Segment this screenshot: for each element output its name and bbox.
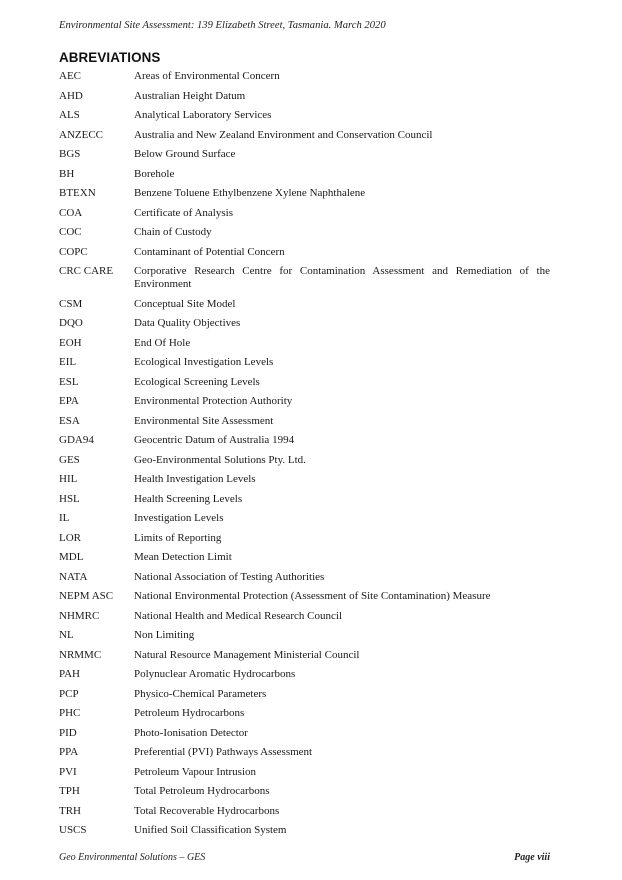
- page-footer: [59, 852, 550, 863]
- abbreviation-definition: Areas of Environmental Concern: [134, 70, 280, 82]
- abbreviation-row: [59, 509, 550, 528]
- abbreviation-row: [59, 685, 550, 704]
- abbreviation-row: [59, 490, 550, 509]
- abbreviation-code: DQO: [59, 317, 83, 329]
- abbreviation-code: CSM: [59, 297, 83, 310]
- abbreviation-code: HSL: [59, 492, 80, 505]
- abbreviation-row: [59, 392, 550, 411]
- abbreviation-definition: Photo-Ionisation Detector: [134, 726, 248, 739]
- abbreviation-code: ESA: [59, 414, 80, 427]
- abbreviation-code: AHD: [59, 89, 83, 102]
- abbreviation-code: PVI: [59, 765, 77, 778]
- abbreviation-list: [59, 67, 550, 841]
- abbreviation-row: [59, 607, 550, 626]
- abbreviation-row: [59, 470, 550, 489]
- abbreviation-definition: Contaminant of Potential Concern: [134, 245, 285, 258]
- abbreviation-code: ALS: [59, 109, 80, 121]
- abbreviation-definition: Total Petroleum Hydrocarbons: [134, 785, 270, 797]
- abbreviation-code: ESL: [59, 375, 79, 388]
- abbreviation-code: MDL: [59, 551, 84, 563]
- abbreviation-definition: Environmental Site Assessment: [134, 414, 274, 427]
- abbreviation-definition: Investigation Levels: [134, 512, 224, 524]
- abbreviation-code: TRH: [59, 804, 81, 817]
- abbreviation-code: EIL: [59, 356, 77, 368]
- abbreviation-row: [59, 262, 550, 294]
- abbreviation-definition: Natural Resource Management Ministerial Council: [134, 648, 360, 661]
- abbreviation-row: [59, 568, 550, 587]
- abbreviation-definition: Chain of Custody: [134, 226, 212, 238]
- abbreviation-row: [59, 295, 550, 314]
- page-header: Environmental Site Assessment: 139 Elizabeth Street, Tasmania. March 2020: [59, 20, 386, 31]
- abbreviation-code: PPA: [59, 746, 79, 758]
- abbreviation-row: [59, 353, 550, 372]
- abbreviation-row: [59, 243, 550, 262]
- abbreviation-code: NHMRC: [59, 609, 100, 622]
- abbreviation-definition: Analytical Laboratory Services: [134, 109, 272, 121]
- abbreviation-definition: Data Quality Objectives: [134, 317, 241, 329]
- footer-company: Geo Environmental Solutions – GES: [59, 852, 206, 863]
- abbreviation-row: [59, 431, 550, 450]
- abbreviation-code: GES: [59, 453, 80, 466]
- abbreviation-definition: Conceptual Site Model: [134, 297, 236, 310]
- abbreviation-code: NL: [59, 629, 74, 641]
- abbreviation-row: [59, 165, 550, 184]
- abbreviation-code: TPH: [59, 785, 80, 797]
- abbreviation-code: BGS: [59, 148, 81, 160]
- abbreviation-definition: Borehole: [134, 167, 175, 180]
- abbreviation-code: BH: [59, 167, 75, 180]
- abbreviation-definition: Environmental Protection Authority: [134, 395, 293, 407]
- abbreviation-row: [59, 665, 550, 684]
- abbreviation-row: [59, 314, 550, 333]
- abbreviation-definition: Corporative Research Centre for Contamination Assessment and Remediation of the Environment: [134, 265, 550, 290]
- page-number: Page viii: [514, 852, 550, 863]
- abbreviation-definition: Certificate of Analysis: [134, 206, 233, 219]
- abbreviation-code: EOH: [59, 336, 82, 349]
- abbreviation-code: COA: [59, 206, 83, 219]
- abbreviation-definition: Australia and New Zealand Environment and Conservation Council: [134, 128, 433, 141]
- abbreviation-code: EPA: [59, 395, 79, 407]
- abbreviation-definition: Unified Soil Classification System: [134, 824, 287, 836]
- abbreviation-row: [59, 587, 550, 606]
- abbreviation-code: USCS: [59, 824, 87, 836]
- abbreviation-definition: Petroleum Vapour Intrusion: [134, 765, 257, 778]
- abbreviation-definition: Total Recoverable Hydrocarbons: [134, 804, 280, 817]
- abbreviation-row: [59, 67, 550, 86]
- abbreviation-definition: Below Ground Surface: [134, 148, 236, 160]
- abbreviation-row: [59, 743, 550, 762]
- abbreviation-definition: End Of Hole: [134, 336, 191, 349]
- abbreviation-row: [59, 223, 550, 242]
- abbreviation-code: AEC: [59, 70, 81, 82]
- abbreviation-definition: National Association of Testing Authorities: [134, 570, 325, 583]
- abbreviation-row: [59, 126, 550, 145]
- abbreviation-code: PID: [59, 726, 77, 739]
- abbreviation-code: PHC: [59, 707, 81, 719]
- abbreviation-definition: Physico-Chemical Parameters: [134, 687, 267, 700]
- abbreviation-code: ANZECC: [59, 128, 103, 141]
- abbreviation-row: [59, 373, 550, 392]
- abbreviation-code: COPC: [59, 245, 88, 258]
- abbreviation-row: [59, 184, 550, 203]
- abbreviation-row: [59, 529, 550, 548]
- abbreviation-row: [59, 204, 550, 223]
- abbreviation-row: [59, 802, 550, 821]
- abbreviation-code: IL: [59, 512, 70, 524]
- abbreviation-row: [59, 145, 550, 164]
- abbreviation-definition: Health Investigation Levels: [134, 473, 256, 485]
- abbreviation-definition: Mean Detection Limit: [134, 551, 232, 563]
- abbreviation-code: PCP: [59, 687, 79, 700]
- abbreviation-definition: National Health and Medical Research Council: [134, 609, 343, 622]
- abbreviation-code: PAH: [59, 668, 80, 680]
- abbreviation-code: BTEXN: [59, 187, 96, 199]
- abbreviation-definition: Geocentric Datum of Australia 1994: [134, 434, 295, 446]
- abbreviation-code: GDA94: [59, 434, 94, 446]
- abbreviation-definition: Benzene Toluene Ethylbenzene Xylene Naphthalene: [134, 187, 366, 199]
- abbreviation-code: COC: [59, 226, 82, 238]
- abbreviation-code: CRC CARE: [59, 265, 114, 277]
- abbreviation-definition: Australian Height Datum: [134, 89, 246, 102]
- abbreviation-row: [59, 724, 550, 743]
- abbreviation-row: [59, 451, 550, 470]
- abbreviation-definition: Non Limiting: [134, 629, 195, 641]
- abbreviation-definition: Preferential (PVI) Pathways Assessment: [134, 746, 313, 758]
- abbreviation-definition: Ecological Screening Levels: [134, 375, 260, 388]
- abbreviation-row: [59, 782, 550, 801]
- abbreviation-definition: Geo-Environmental Solutions Pty. Ltd.: [134, 453, 306, 466]
- abbreviation-row: [59, 412, 550, 431]
- abbreviation-definition: Health Screening Levels: [134, 492, 243, 505]
- abbreviation-definition: Ecological Investigation Levels: [134, 356, 274, 368]
- abbreviation-row: [59, 821, 550, 840]
- abbreviation-row: [59, 626, 550, 645]
- abbreviation-code: NEPM ASC: [59, 590, 114, 602]
- section-heading: ABREVIATIONS: [59, 50, 161, 65]
- abbreviation-code: HIL: [59, 473, 78, 485]
- abbreviation-row: [59, 646, 550, 665]
- abbreviation-row: [59, 704, 550, 723]
- abbreviation-definition: National Environmental Protection (Assessment of Site Contamination) Measure: [134, 590, 491, 602]
- abbreviation-row: [59, 334, 550, 353]
- abbreviation-code: NRMMC: [59, 648, 102, 661]
- abbreviation-definition: Polynuclear Aromatic Hydrocarbons: [134, 668, 296, 680]
- abbreviation-row: [59, 548, 550, 567]
- abbreviation-row: [59, 763, 550, 782]
- abbreviation-definition: Limits of Reporting: [134, 531, 222, 544]
- abbreviation-row: [59, 106, 550, 125]
- abbreviation-code: LOR: [59, 531, 81, 544]
- abbreviation-row: [59, 87, 550, 106]
- abbreviation-definition: Petroleum Hydrocarbons: [134, 707, 245, 719]
- abbreviation-code: NATA: [59, 570, 88, 583]
